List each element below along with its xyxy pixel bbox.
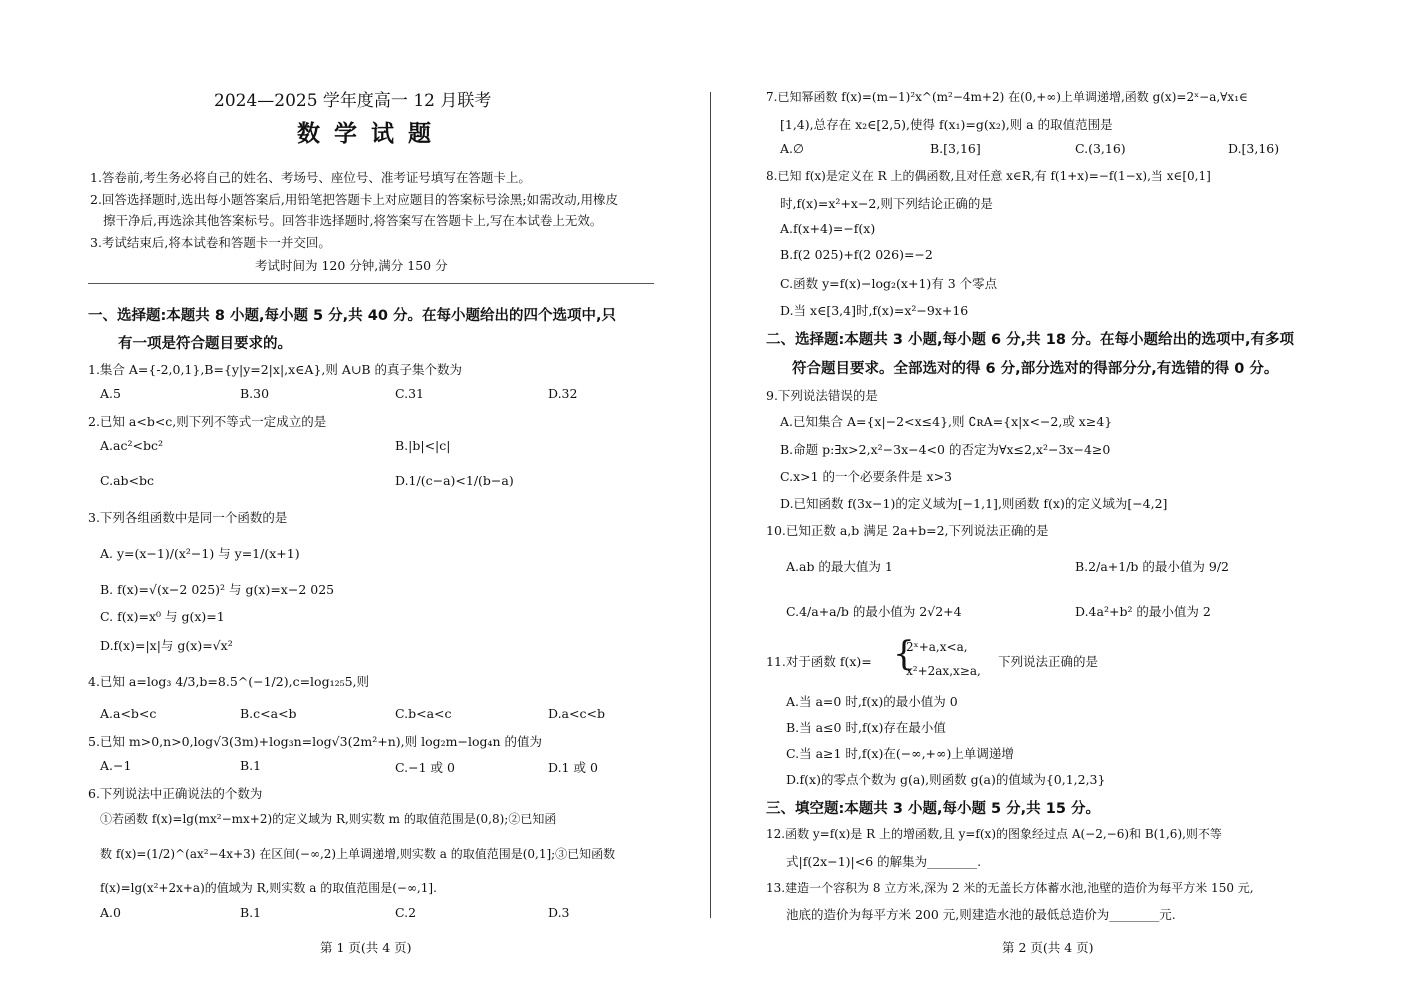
q1-option-a: A.5 — [100, 386, 121, 401]
question-6: 6.下列说法中正确说法的个数为 — [88, 786, 263, 801]
question-4: 4.已知 a=log₃ 4/3,b=8.5^(−1/2),c=log₁₂₅5,则 — [88, 674, 370, 689]
question-6-line-2: 数 f(x)=(1/2)^(ax²−4x+3) 在区间(−∞,2)上单调递增,则实数 a 的取值范围是(0,1];③已知函数 — [100, 847, 616, 861]
note-3: 3.考试结束后,将本试卷和答题卡一并交回。 — [90, 235, 331, 250]
note-1: 1.答卷前,考生务必将自己的姓名、考场号、座位号、准考证号填写在答题卡上。 — [90, 170, 531, 185]
q2-option-a: A.ac²<bc² — [100, 438, 163, 453]
exam-title: 2024—2025 学年度高一 12 月联考 — [214, 91, 492, 111]
page-footer-1: 第 1 页(共 4 页) — [320, 940, 412, 955]
q1-option-b: B.30 — [240, 386, 270, 401]
note-2: 2.回答选择题时,选出每小题答案后,用铅笔把答题卡上对应题目的答案标号涂黑;如需改动,用橡皮 — [90, 192, 619, 207]
section-1-heading-cont: 有一项是符合题目要求的。 — [118, 336, 292, 352]
q8-option-b: B.f(2 025)+f(2 026)=−2 — [780, 247, 933, 262]
q3-option-d: D.f(x)=|x|与 g(x)=√x² — [100, 638, 233, 653]
q1-option-d: D.32 — [548, 386, 578, 401]
question-8-line-1: 8.已知 f(x)是定义在 R 上的偶函数,且对任意 x∈R,有 f(1+x)=−f(1−x),当 x∈[0,1] — [766, 169, 1211, 183]
q3-option-b: B. f(x)=√(x−2 025)² 与 g(x)=x−2 025 — [100, 582, 335, 597]
page-footer-2: 第 2 页(共 4 页) — [1002, 940, 1094, 955]
brace-symbol: { — [893, 634, 915, 674]
question-7-line-2: [1,4),总存在 x₂∈[2,5),使得 f(x₁)=g(x₂),则 a 的取值范围是 — [780, 117, 1113, 132]
section-3-heading: 三、填空题:本题共 3 小题,每小题 5 分,共 15 分。 — [766, 801, 1100, 817]
q2-option-b: B.|b|<|c| — [395, 438, 451, 453]
question-11-suffix: 下列说法正确的是 — [998, 654, 1099, 669]
time-note: 考试时间为 120 分钟,满分 150 分 — [255, 258, 448, 273]
question-9: 9.下列说法错误的是 — [766, 388, 878, 403]
q7-option-a: A.∅ — [780, 141, 804, 156]
column-divider — [710, 92, 711, 918]
q4-option-d: D.a<c<b — [548, 706, 605, 721]
q9-option-c: C.x>1 的一个必要条件是 x>3 — [780, 469, 952, 484]
q5-option-c: C.−1 或 0 — [395, 760, 455, 775]
q6-option-d: D.3 — [548, 905, 570, 920]
q11-option-d: D.f(x)的零点个数为 g(a),则函数 g(a)的值域为{0,1,2,3} — [786, 772, 1106, 787]
question-6-line-1: ①若函数 f(x)=lg(mx²−mx+2)的定义域为 R,则实数 m 的取值范围是(0,8);②已知函 — [100, 812, 557, 826]
q4-option-b: B.c<a<b — [240, 706, 297, 721]
q8-option-c: C.函数 y=f(x)−log₂(x+1)有 3 个零点 — [780, 276, 998, 291]
q10-option-d: D.4a²+b² 的最小值为 2 — [1075, 604, 1211, 619]
q5-option-d: D.1 或 0 — [548, 760, 598, 775]
q10-option-c: C.4/a+a/b 的最小值为 2√2+4 — [786, 604, 962, 619]
question-12-line-1: 12.函数 y=f(x)是 R 上的增函数,且 y=f(x)的图象经过点 A(−2,−6)和 B(1,6),则不等 — [766, 827, 1222, 841]
question-2: 2.已知 a<b<c,则下列不等式一定成立的是 — [88, 414, 327, 429]
question-10: 10.已知正数 a,b 满足 2a+b=2,下列说法正确的是 — [766, 523, 1049, 538]
subject-title: 数学试题 — [297, 120, 445, 147]
q6-option-b: B.1 — [240, 905, 262, 920]
q6-option-a: A.0 — [100, 905, 121, 920]
question-7-line-1: 7.已知幂函数 f(x)=(m−1)²x^(m²−4m+2) 在(0,+∞)上单调递增,函数 g(x)=2ˣ−a,∀x₁∈ — [766, 90, 1248, 104]
question-5: 5.已知 m>0,n>0,log√3(3m)+log₃n=log√3(2m²+n),则 log₂m−log₄n 的值为 — [88, 734, 543, 749]
q7-option-b: B.[3,16] — [930, 141, 981, 156]
q8-option-a: A.f(x+4)=−f(x) — [780, 221, 876, 236]
q7-option-c: C.(3,16) — [1075, 141, 1126, 156]
question-6-line-3: f(x)=lg(x²+2x+a)的值域为 R,则实数 a 的取值范围是(−∞,1]. — [100, 881, 437, 895]
q9-option-d: D.已知函数 f(3x−1)的定义域为[−1,1],则函数 f(x)的定义域为[−4,2] — [780, 496, 1168, 511]
q11-option-c: C.当 a≥1 时,f(x)在(−∞,+∞)上单调递增 — [786, 746, 1014, 761]
question-11-prefix: 11.对于函数 f(x)= — [766, 654, 872, 669]
section-1-heading: 一、选择题:本题共 8 小题,每小题 5 分,共 40 分。在每小题给出的四个选项中,只 — [88, 308, 616, 324]
q6-option-c: C.2 — [395, 905, 417, 920]
question-11-case-2: x²+2ax,x≥a, — [906, 664, 981, 678]
question-13-line-1: 13.建造一个容积为 8 立方米,深为 2 米的无盖长方体蓄水池,池壁的造价为每平方米 150 元, — [766, 881, 1254, 895]
q2-option-d: D.1/(c−a)<1/(b−a) — [395, 473, 514, 488]
header-divider — [88, 283, 654, 284]
question-11-case-1: 2ˣ+a,x<a, — [906, 640, 968, 654]
q3-option-a: A. y=(x−1)/(x²−1) 与 y=1/(x+1) — [100, 546, 300, 561]
question-1: 1.集合 A={-2,0,1},B={y|y=2|x|,x∈A},则 A∪B 的真子集个数为 — [88, 362, 463, 377]
q9-option-a: A.已知集合 A={x|−2<x≤4},则 ∁ʀA={x|x<−2,或 x≥4} — [780, 414, 1113, 429]
q1-option-c: C.31 — [395, 386, 424, 401]
q7-option-d: D.[3,16) — [1228, 141, 1280, 156]
question-12-line-2: 式|f(2x−1)|<6 的解集为________. — [786, 854, 982, 869]
q3-option-c: C. f(x)=x⁰ 与 g(x)=1 — [100, 609, 225, 624]
q9-option-b: B.命题 p:∃x>2,x²−3x−4<0 的否定为∀x≤2,x²−3x−4≥0 — [780, 442, 1111, 457]
q8-option-d: D.当 x∈[3,4]时,f(x)=x²−9x+16 — [780, 303, 969, 318]
q4-option-a: A.a<b<c — [100, 706, 157, 721]
q11-option-a: A.当 a=0 时,f(x)的最小值为 0 — [786, 694, 958, 709]
q2-option-c: C.ab<bc — [100, 473, 155, 488]
q11-option-b: B.当 a≤0 时,f(x)存在最小值 — [786, 720, 946, 735]
q10-option-b: B.2/a+1/b 的最小值为 9/2 — [1075, 559, 1229, 574]
question-13-line-2: 池底的造价为每平方米 200 元,则建造水池的最低总造价为________元. — [786, 907, 1176, 922]
q5-option-b: B.1 — [240, 758, 262, 773]
question-8-line-2: 时,f(x)=x²+x−2,则下列结论正确的是 — [780, 196, 993, 211]
q5-option-a: A.−1 — [100, 758, 132, 773]
note-2-cont: 擦干净后,再选涂其他答案标号。回答非选择题时,将答案写在答题卡上,写在本试卷上无效。 — [103, 213, 603, 228]
q4-option-c: C.b<a<c — [395, 706, 452, 721]
question-3: 3.下列各组函数中是同一个函数的是 — [88, 510, 288, 525]
q10-option-a: A.ab 的最大值为 1 — [786, 559, 893, 574]
section-2-heading: 二、选择题:本题共 3 小题,每小题 6 分,共 18 分。在每小题给出的选项中,有多项 — [766, 332, 1294, 348]
section-2-heading-cont: 符合题目要求。全部选对的得 6 分,部分选对的得部分分,有选错的得 0 分。 — [792, 361, 1279, 377]
